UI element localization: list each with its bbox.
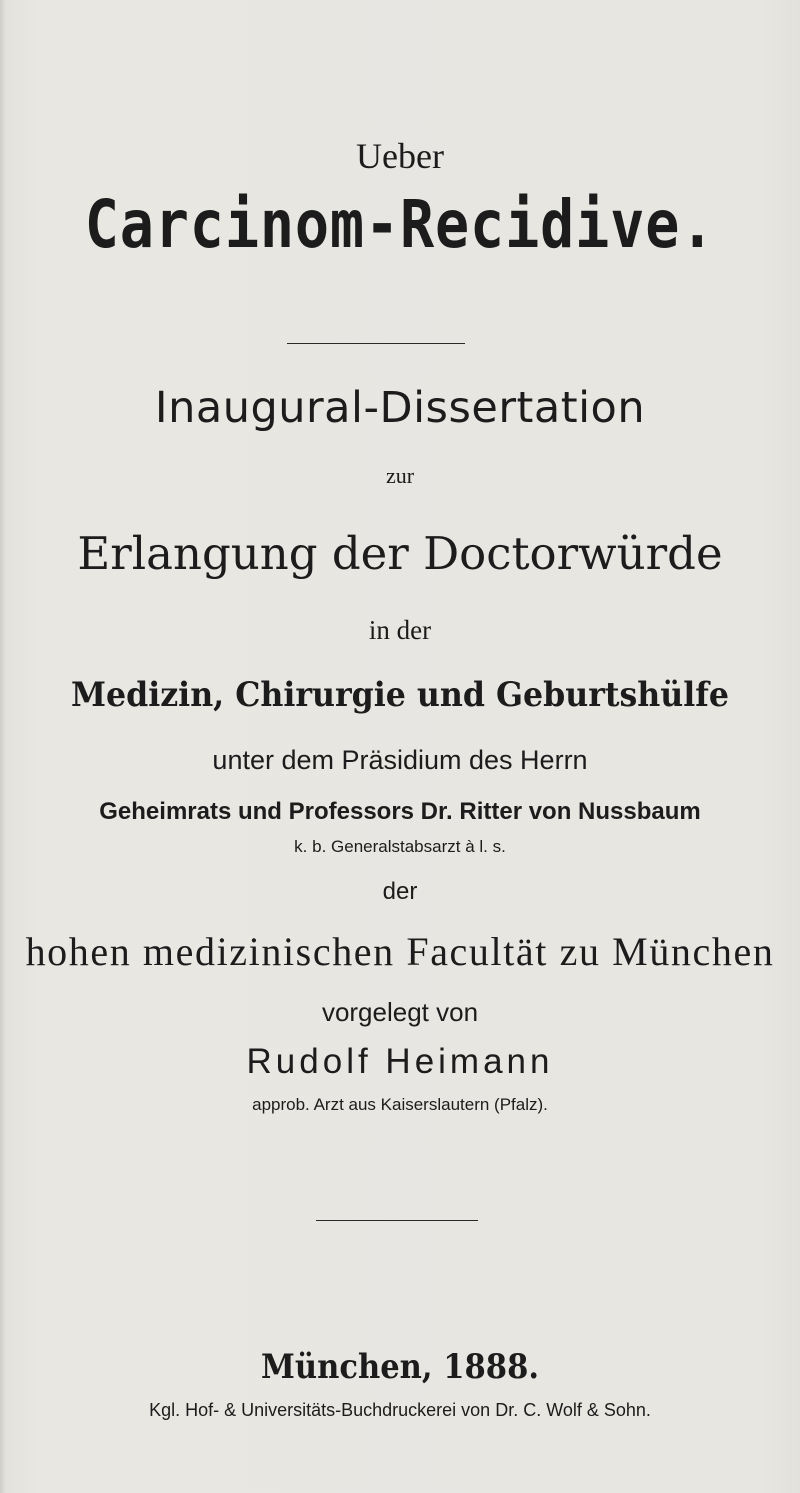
dissertation-type: Inaugural-Dissertation bbox=[154, 383, 646, 433]
main-title: Carcinom-Recidive. bbox=[84, 186, 716, 263]
divider-rule bbox=[287, 343, 465, 344]
president-rank: k. b. Generalstabsarzt à l. s. bbox=[294, 837, 506, 856]
in-der-text: in der bbox=[368, 615, 432, 645]
zur-text: zur bbox=[385, 463, 415, 488]
submitted-by: vorgelegt von bbox=[321, 997, 479, 1027]
author-info: approb. Arzt aus Kaiserslautern (Pfalz). bbox=[252, 1095, 548, 1114]
president-name: Geheimrats und Professors Dr. Ritter von Nussbaum bbox=[99, 798, 701, 825]
pre-title: Ueber bbox=[356, 136, 444, 176]
faculties-text: Medizin, Chirurgie und Geburtshülfe bbox=[70, 675, 730, 715]
degree-text: Erlangung der Doctorwürde bbox=[77, 527, 723, 580]
divider-rule bbox=[316, 1220, 478, 1221]
place-year: München, 1888. bbox=[260, 1347, 540, 1387]
faculty-line: hohen medizinischen Facultät zu München bbox=[25, 929, 775, 974]
author-name: Rudolf Heimann bbox=[246, 1042, 554, 1081]
der-text: der bbox=[382, 878, 418, 905]
printer-line: Kgl. Hof- & Universitäts-Buchdruckerei von Dr. C. Wolf & Sohn. bbox=[149, 1400, 651, 1420]
presidium-intro: unter dem Präsidium des Herrn bbox=[212, 745, 588, 775]
